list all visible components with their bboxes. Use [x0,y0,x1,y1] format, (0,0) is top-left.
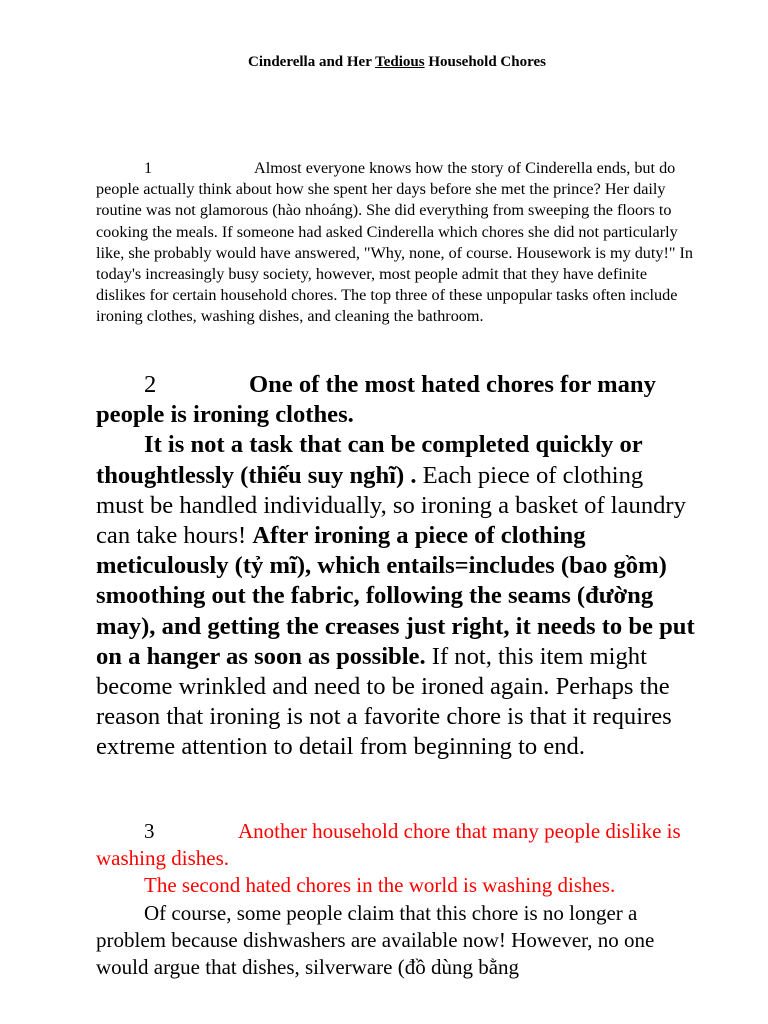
paragraph-1-text: Almost everyone knows how the story of Cinderella ends, but do people actually think about how she spent her days before she met the prince? Her daily routine was not glamorous (hào nhoáng). She did everything from sweeping the floors to cooking the meals. If someone had asked Cinderella which chores she did not particularly like, she probably would have answered, "Why, none, of course. Housework is my duty!" In today's increasingly busy society, however, most people admit that they have definite dislikes for certain household chores. The top three of these unpopular tasks often include ironing clothes, washing dishes, and cleaning the bathroom. [96,159,694,326]
paragraph-number: 1 [144,159,153,177]
paragraph-2-bold-sentence-2: It is not a task that can be completed quickly or thoughtlessly (thiếu suy nghĩ) . [96,431,643,489]
paragraph-3-line-a [96,818,696,872]
paragraph-1 [96,158,696,328]
paragraph-number: 3 [144,819,155,843]
paragraph-3 [96,818,696,981]
paragraph-2-normal-text-1: Each piece of clothing must be handled individually, so ironing a basket of laundry can take hours! [96,461,686,550]
paragraph-2-line-b [96,430,696,762]
paragraph-3-line-c [96,900,696,982]
title-text-after: Household Chores [424,54,546,70]
paragraph-3-line-b [96,872,696,899]
paragraph-2-bold-sentence-3: After ironing a piece of clothing meticulously (tỷ mĩ), which entails=includes (bao gồm) smoothing out the fabric, following the seams (đường may), and getting the creases just right, it needs to be put on a hanger as soon as possible. [96,522,695,670]
paragraph-2-normal-text-2: If not, this item might become wrinkled and need to be ironed again. Perhaps the reason that ironing is not a favorite chore is that it requires extreme attention to detail from beginning to end. [96,642,672,761]
paragraph-2 [96,370,696,763]
paragraph-3-red-sentence-1: Another household chore that many people dislike is washing dishes. [96,819,681,871]
document-title [0,52,768,72]
paragraph-3-red-sentence-2: The second hated chores in the world is washing dishes. [144,873,616,898]
paragraph-3-normal-text: Of course, some people claim that this chore is no longer a problem because dishwashers are available now! However, no one would argue that dishes, silverware (đồ dùng bằng [96,900,655,980]
paragraph-number: 2 [144,371,157,398]
title-underlined-word: Tedious [375,54,425,70]
title-text-before: Cinderella and Her [247,54,376,70]
paragraph-2-bold-sentence-1: One of the most hated chores for many people is ironing clothes. [96,371,656,429]
paragraph-2-line-a [96,370,696,430]
